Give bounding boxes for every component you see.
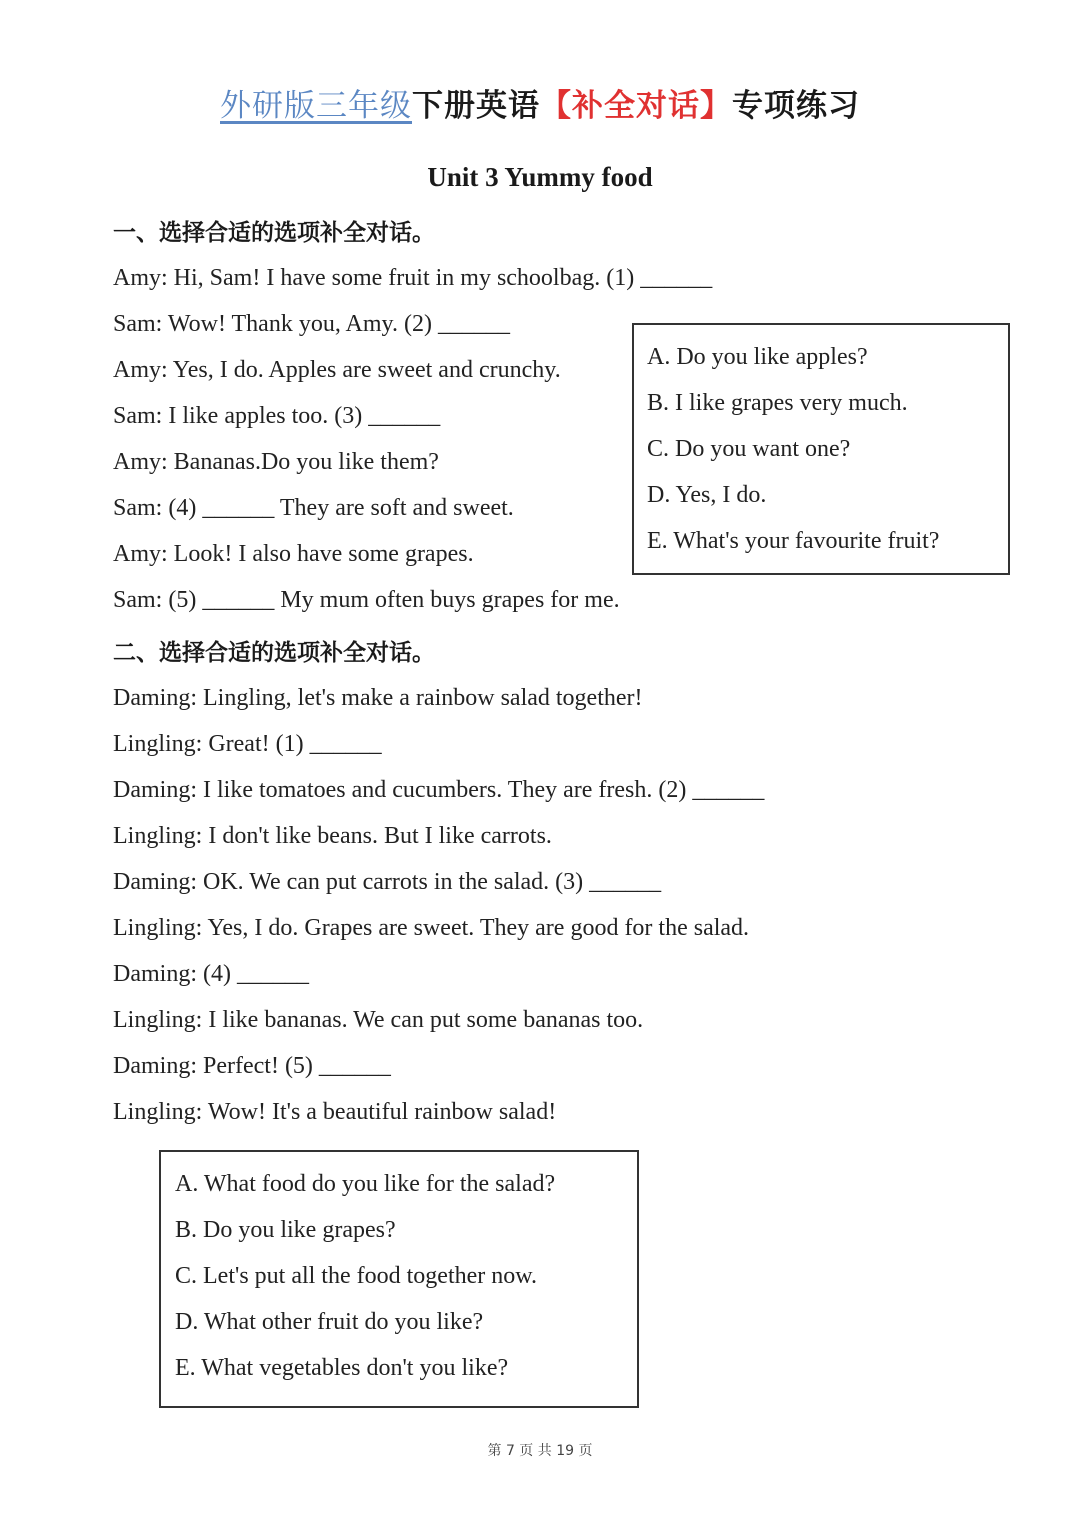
section1-line: Amy: Look! I also have some grapes. — [113, 541, 474, 567]
section2-line: Daming: I like tomatoes and cucumbers. They are fresh. (2) ______ — [113, 777, 765, 803]
section2-line: Lingling: Great! (1) ______ — [113, 731, 382, 757]
section2-line: Lingling: Yes, I do. Grapes are sweet. They are good for the salad. — [113, 915, 750, 941]
section2-option: D. What other fruit do you like? — [175, 1309, 484, 1335]
section2-option: C. Let's put all the food together now. — [175, 1263, 538, 1289]
unit-heading: Unit 3 Yummy food — [427, 162, 653, 192]
section1-option: C. Do you want one? — [647, 436, 851, 462]
title-grade: 下册英语 — [412, 88, 540, 124]
section1-options-box — [632, 323, 1010, 575]
section2-line: Daming: OK. We can put carrots in the salad. (3) ______ — [113, 869, 662, 895]
section2-line: Lingling: Wow! It's a beautiful rainbow salad! — [113, 1099, 557, 1125]
section1-line: Amy: Yes, I do. Apples are sweet and crunchy. — [113, 357, 561, 383]
page-title — [0, 80, 1080, 125]
section2-option: B. Do you like grapes? — [175, 1217, 396, 1243]
section2-line: Lingling: I don't like beans. But I like carrots. — [113, 823, 552, 849]
section1-option: A. Do you like apples? — [647, 344, 868, 370]
section2-line: Daming: Perfect! (5) ______ — [113, 1053, 391, 1079]
section2-line: Lingling: I like bananas. We can put some bananas too. — [113, 1007, 644, 1033]
page-number: 第 7 页 共 19 页 — [487, 1443, 593, 1459]
section1-option: B. I like grapes very much. — [647, 390, 908, 416]
section2-option: E. What vegetables don't you like? — [175, 1355, 509, 1381]
section1-line: Amy: Hi, Sam! I have some fruit in my schoolbag. (1) ______ — [113, 265, 713, 291]
section2-option: A. What food do you like for the salad? — [175, 1171, 556, 1197]
section1-line: Amy: Bananas.Do you like them? — [113, 449, 439, 475]
section2-heading: 二、选择合适的选项补全对话。 — [113, 640, 435, 666]
section1-line: Sam: I like apples too. (3) ______ — [113, 403, 441, 429]
section2-options-box — [159, 1150, 639, 1408]
section1-option: D. Yes, I do. — [647, 482, 767, 508]
section1-line: Sam: (5) ______ My mum often buys grapes for me. — [113, 587, 620, 613]
section1-line: Sam: Wow! Thank you, Amy. (2) ______ — [113, 311, 510, 337]
title-textbook[interactable]: 外研版三年级 — [220, 88, 412, 124]
section1-line: Sam: (4) ______ They are soft and sweet. — [113, 495, 514, 521]
section1-option: E. What's your favourite fruit? — [647, 528, 940, 554]
section1-heading: 一、选择合适的选项补全对话。 — [113, 220, 435, 246]
title-practice: 专项练习 — [732, 88, 860, 124]
section2-line: Daming: (4) ______ — [113, 961, 309, 987]
title-topic: 【补全对话】 — [540, 88, 732, 124]
section2-line: Daming: Lingling, let's make a rainbow salad together! — [113, 685, 643, 711]
